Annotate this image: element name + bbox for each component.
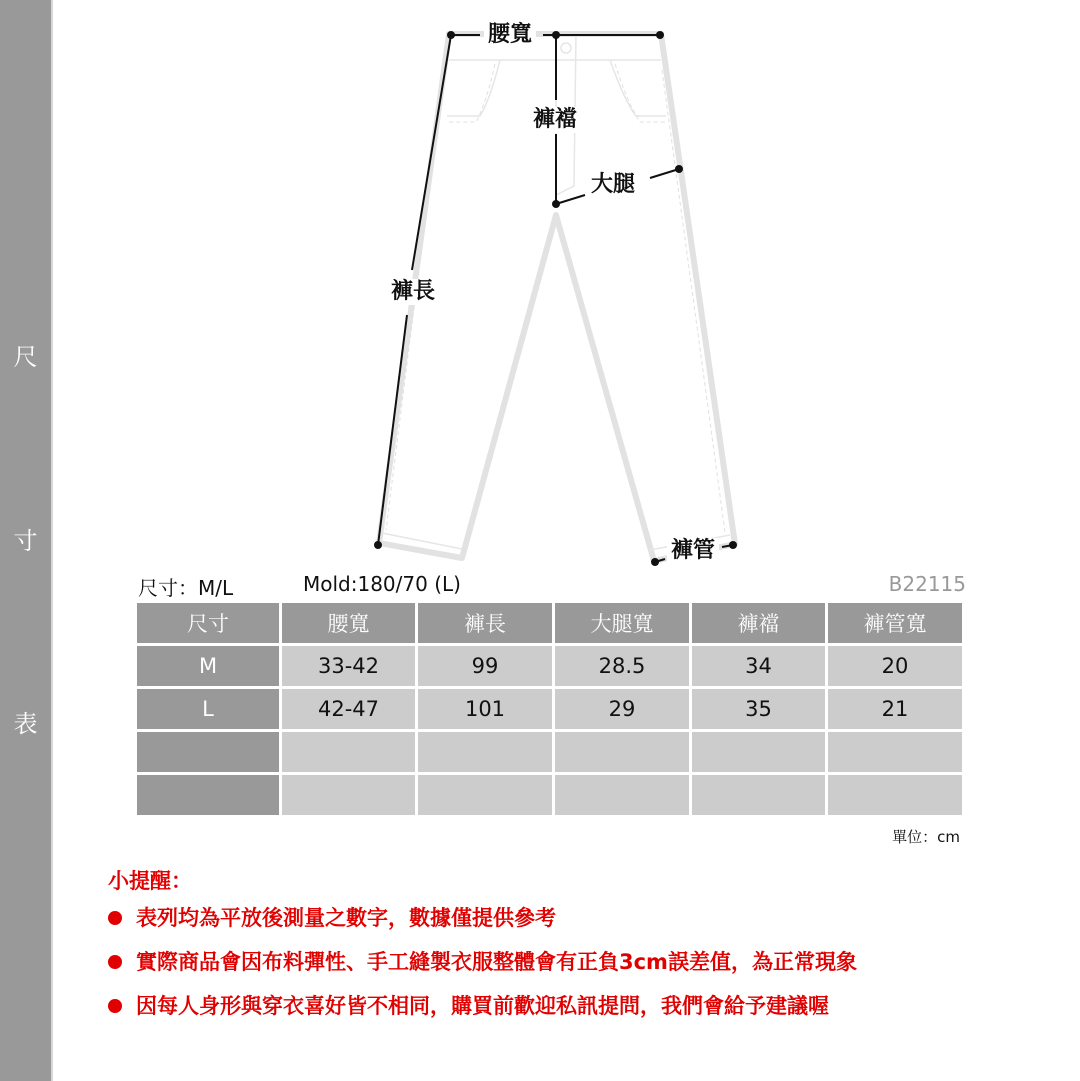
cell-thigh bbox=[555, 775, 689, 815]
note-text: 表列均為平放後測量之數字，數據僅提供參考 bbox=[136, 906, 556, 930]
table-row-empty bbox=[137, 732, 962, 772]
cell-length: 99 bbox=[418, 646, 552, 686]
bullet-icon bbox=[108, 911, 122, 925]
table-row bbox=[137, 689, 962, 729]
product-code: B22115 bbox=[888, 572, 966, 596]
note-item bbox=[108, 992, 857, 1020]
row-size: M bbox=[137, 646, 279, 686]
label-length: 褲長 bbox=[387, 279, 439, 305]
label-rise: 褲襠 bbox=[529, 107, 581, 133]
cell-waist: 33-42 bbox=[282, 646, 415, 686]
note-text: 實際商品會因布料彈性、手工縫製衣服整體會有正負3cm誤差值，為正常現象 bbox=[136, 950, 857, 974]
cell-length bbox=[418, 732, 552, 772]
cell-rise: 34 bbox=[692, 646, 825, 686]
col-header-size: 尺寸 bbox=[137, 603, 279, 643]
cell-length bbox=[418, 775, 552, 815]
table-row-empty bbox=[137, 775, 962, 815]
row-size bbox=[137, 732, 279, 772]
sidebar-char-cun: 寸 bbox=[13, 527, 38, 555]
unit-label: 單位：cm bbox=[892, 828, 960, 846]
cell-waist: 42-47 bbox=[282, 689, 415, 729]
cell-hem: 21 bbox=[828, 689, 962, 729]
label-thigh: 大腿 bbox=[587, 172, 639, 198]
row-size: L bbox=[137, 689, 279, 729]
size-meta-row bbox=[138, 572, 966, 600]
col-header-thigh: 大腿寬 bbox=[555, 603, 689, 643]
reminder-notes bbox=[108, 866, 857, 1036]
bullet-icon bbox=[108, 955, 122, 969]
cell-waist bbox=[282, 732, 415, 772]
size-summary: 尺寸：M/L bbox=[138, 576, 234, 600]
cell-thigh bbox=[555, 732, 689, 772]
cell-waist bbox=[282, 775, 415, 815]
col-header-waist: 腰寬 bbox=[282, 603, 415, 643]
cell-rise bbox=[692, 775, 825, 815]
cell-rise: 35 bbox=[692, 689, 825, 729]
cell-hem bbox=[828, 775, 962, 815]
note-item bbox=[108, 948, 857, 976]
notes-title: 小提醒： bbox=[108, 869, 192, 893]
note-text: 因每人身形與穿衣喜好皆不相同，購買前歡迎私訊提問，我們會給予建議喔 bbox=[136, 994, 829, 1018]
cell-hem bbox=[828, 732, 962, 772]
col-header-rise: 褲襠 bbox=[692, 603, 825, 643]
model-info: Mold:180/70 (L) bbox=[303, 572, 461, 596]
label-hem: 褲管 bbox=[667, 538, 719, 564]
col-header-hem: 褲管寬 bbox=[828, 603, 962, 643]
sidebar-char-biao: 表 bbox=[13, 710, 38, 738]
col-header-length: 褲長 bbox=[418, 603, 552, 643]
label-waist: 腰寬 bbox=[484, 22, 536, 48]
table-header-row bbox=[137, 603, 962, 643]
cell-rise bbox=[692, 732, 825, 772]
cell-thigh: 28.5 bbox=[555, 646, 689, 686]
cell-length: 101 bbox=[418, 689, 552, 729]
cell-hem: 20 bbox=[828, 646, 962, 686]
sidebar-char-chi: 尺 bbox=[13, 343, 38, 371]
cell-thigh: 29 bbox=[555, 689, 689, 729]
bullet-icon bbox=[108, 999, 122, 1013]
table-row bbox=[137, 646, 962, 686]
size-table bbox=[134, 600, 965, 818]
note-item bbox=[108, 904, 857, 932]
row-size bbox=[137, 775, 279, 815]
